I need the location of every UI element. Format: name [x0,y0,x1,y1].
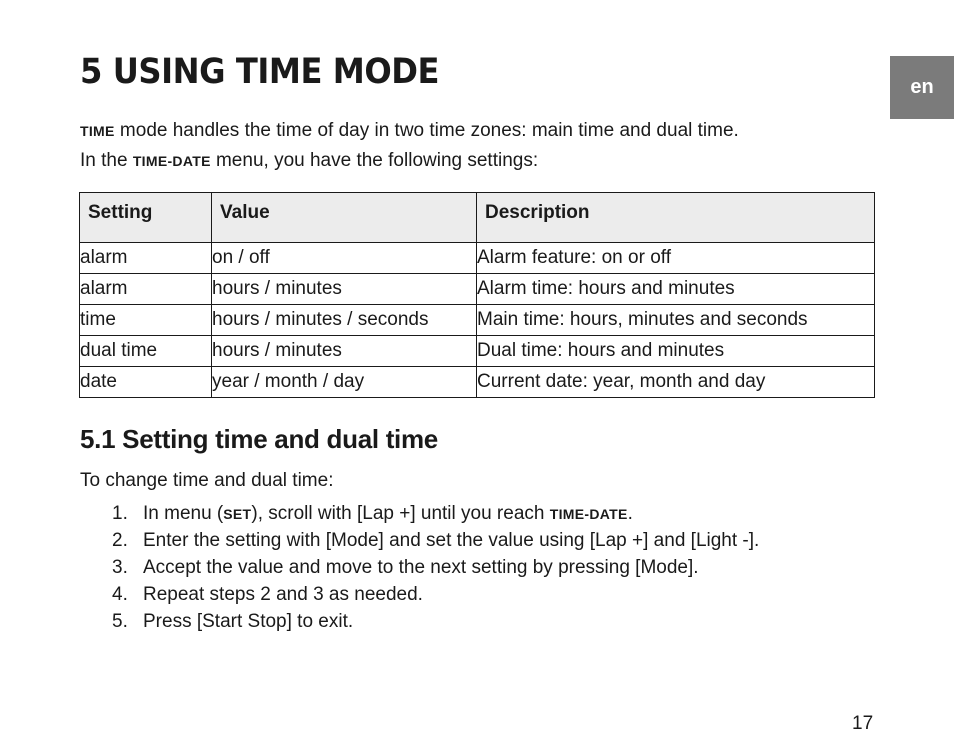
list-item [80,608,759,635]
table-cell-description: Main time: hours, minutes and seconds [477,305,875,336]
table-cell-value: on / off [212,243,477,274]
page-number: 17 [852,713,874,734]
language-tab-label: en [910,76,934,98]
step-text-mid: ), scroll with [Lap +] until you reach [251,503,550,524]
step-number: 5. [112,611,128,632]
language-tab [890,56,954,119]
table-cell-description: Current date: year, month and day [477,367,875,398]
table-cell-setting: date [80,367,212,398]
step-number: 2. [112,530,128,551]
table-row [80,243,875,274]
steps-list [80,500,759,635]
table-cell-setting: alarm [80,243,212,274]
mode-name-time: TIME [80,123,115,139]
table-header-row [80,193,875,243]
settings-table [79,192,875,398]
list-item [80,581,759,608]
table-cell-value: hours / minutes / seconds [212,305,477,336]
table-cell-description: Alarm feature: on or off [477,243,875,274]
column-header-value: Value [212,193,477,243]
table-cell-value: hours / minutes [212,274,477,305]
page-title: 5 USING TIME MODE [80,52,440,92]
menu-name-set: SET [223,506,252,522]
intro-line-1-text: mode handles the time of day in two time zones: main time and dual time. [114,120,739,141]
step-number: 4. [112,584,128,605]
menu-name-time-date: TIME-DATE [132,153,211,169]
menu-name-time-date: TIME-DATE [549,506,628,522]
step-text: Press [Start Stop] to exit. [143,611,354,632]
section-lead: To change time and dual time: [80,470,334,491]
table-row [80,305,875,336]
table-cell-value: hours / minutes [212,336,477,367]
section-title: 5.1 Setting time and dual time [80,424,438,454]
column-header-setting: Setting [80,193,212,243]
table-row [80,336,875,367]
table-cell-description: Alarm time: hours and minutes [477,274,875,305]
table-cell-setting: dual time [80,336,212,367]
table-cell-setting: alarm [80,274,212,305]
table-cell-value: year / month / day [212,367,477,398]
intro-line-2-suffix: menu, you have the following settings: [210,150,539,171]
intro-line-2-prefix: In the [80,150,133,171]
step-text: Accept the value and move to the next setting by pressing [Mode]. [143,557,699,578]
list-item [80,527,759,554]
intro-text [80,116,860,176]
step-number: 3. [112,557,128,578]
step-text: Enter the setting with [Mode] and set the value using [Lap +] and [Light -]. [143,530,760,551]
table-row [80,367,875,398]
step-text-post: . [627,503,633,524]
step-text-pre: In menu ( [143,503,224,524]
column-header-description: Description [477,193,875,243]
table-cell-description: Dual time: hours and minutes [477,336,875,367]
step-text: Repeat steps 2 and 3 as needed. [143,584,423,605]
list-item [80,554,759,581]
table-cell-setting: time [80,305,212,336]
table-row [80,274,875,305]
list-item [80,500,759,527]
intro-line-2 [80,146,860,176]
step-number: 1. [112,503,128,524]
intro-line-1 [80,116,860,146]
